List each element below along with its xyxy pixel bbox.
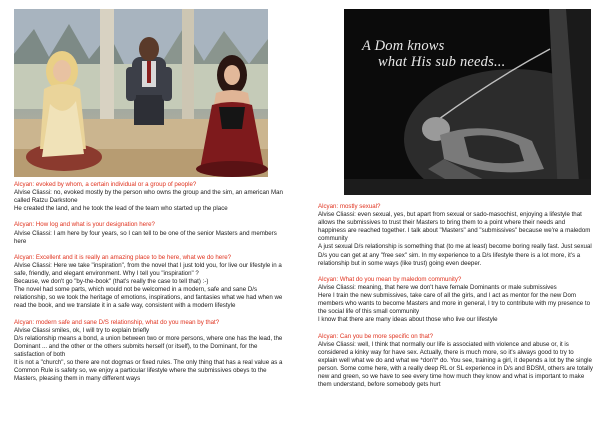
answer: Because, we don't go "by-the-book" (that's really the case to tell that) :-): [14, 278, 209, 286]
answer: It is not a "church", so there are not dogmas or fixed rules. The only thing that has a real value as a Common Rule is safety so, we enjoy a particular lifestyle where the submissives obeys to the Masters, pleasing them in many different ways: [14, 359, 283, 383]
question: Alcyan: Can you be more specific on that?: [318, 332, 434, 340]
answer: Here I train the new submissives, take care of all the girls, and I act as mentor for the new Dom members who wants to become Masters and more in general, I try to contribute with my presence to the social life of this small community: [318, 292, 591, 316]
answer: Alvise Cliassi: meaning, that here we don't have female Dominants or male submissives: [318, 283, 557, 291]
avatar-group-illustration: [14, 9, 268, 177]
right-page: [300, 0, 600, 424]
answer: Alvise Cliassi: no, evoked mostly by the person who owns the group and the sim, an american Man called Ratzu Darkstone: [14, 189, 283, 205]
question: Alcyan: What do you mean by maledom community?: [318, 275, 462, 283]
answer: Alvise Cliassi smiles, ok, I will try to explain briefly: [14, 326, 150, 334]
answer: Alvise Cliassi: Here we take "inspiration", from the novel that I just told you, for live our lifestyle in a safe, friendly, and elegant environment. Why I tell you "inspiration" ?: [14, 261, 282, 278]
answer: The novel had some parts, which would not be welcomed in a modern, safe and sane D/s relationship, so we took the heritage of emotions, inspirations, and fantasies what we had when we read the book, and we translate it in a safe way, consistent with a modern lifestyle: [14, 286, 283, 310]
answer: Alvise Cliassi: well, I think that normally our life is associated with violence and abuse or, it is considered a kinky way for have sex. Actually, there is much more, so it's always good to try to explain well what we do and what we *don't* do. You see, training a girl, it depends a lot by the single person. Some come here, with a really deep RL or SL experience in D/s and BDSM, others are totally new and green, so we have to see every time how much they know and what is important to make them understand, before somebody gets hurt: [318, 340, 593, 389]
question: Alcyan: mostly sexual?: [318, 203, 381, 210]
answer: I know that there are many ideas about those who live our lifestyle: [318, 316, 498, 324]
answer: He created the land, and he took the lead of the team who started up the place: [14, 205, 228, 213]
caption-line: what His sub needs...: [378, 54, 506, 70]
dom-sub-illustration: [344, 9, 591, 195]
answer: Alvise Cliassi: I am here by four years, so I can tell to be one of the senior Masters and members here: [14, 229, 277, 245]
question: Alcyan: evoked by whom, a certain individual or a group of people?: [14, 181, 197, 188]
avatar-group-photo: [14, 9, 268, 177]
question: Alcyan: Excellent and it is really an amazing place to be here, what we do here?: [14, 253, 232, 261]
answer: Alvise Cliassi: even sexual, yes, but apart from sexual or sado-masochist, enjoying a lifestyle that allows the submissives to trust their Masters to bring them to a point where their needs and happiness are reached together. I talk about "Masters" and "submissives" because we're a maledom community: [318, 211, 591, 243]
answer: A just sexual D/s relationship is something that (to me at least) become boring really fast. Just sexual D/s you can get at any "free sex" sim. In my experience to a D/s lifestyle there is a lot more, it's a relationship but in some ways (like trust) going even deeper.: [318, 243, 592, 267]
caption-line: A Dom knows: [362, 38, 445, 54]
interview-text-left: [14, 181, 286, 383]
interview-text-right: [318, 203, 593, 389]
question: Alcyan: How log and what is your designation here?: [14, 221, 155, 229]
answer: D/s relationship means a bond, a union between two or more persons, where one has the lead, the Dominant ... and the other or the others submits herself (or itself), to the Dominant, for the satisfaction of both: [14, 334, 283, 358]
question: Alcyan: modern safe and sane D/S relationship, what do you mean by that?: [14, 318, 220, 326]
photo-caption: [362, 38, 505, 70]
dom-sub-photo: [344, 9, 591, 195]
